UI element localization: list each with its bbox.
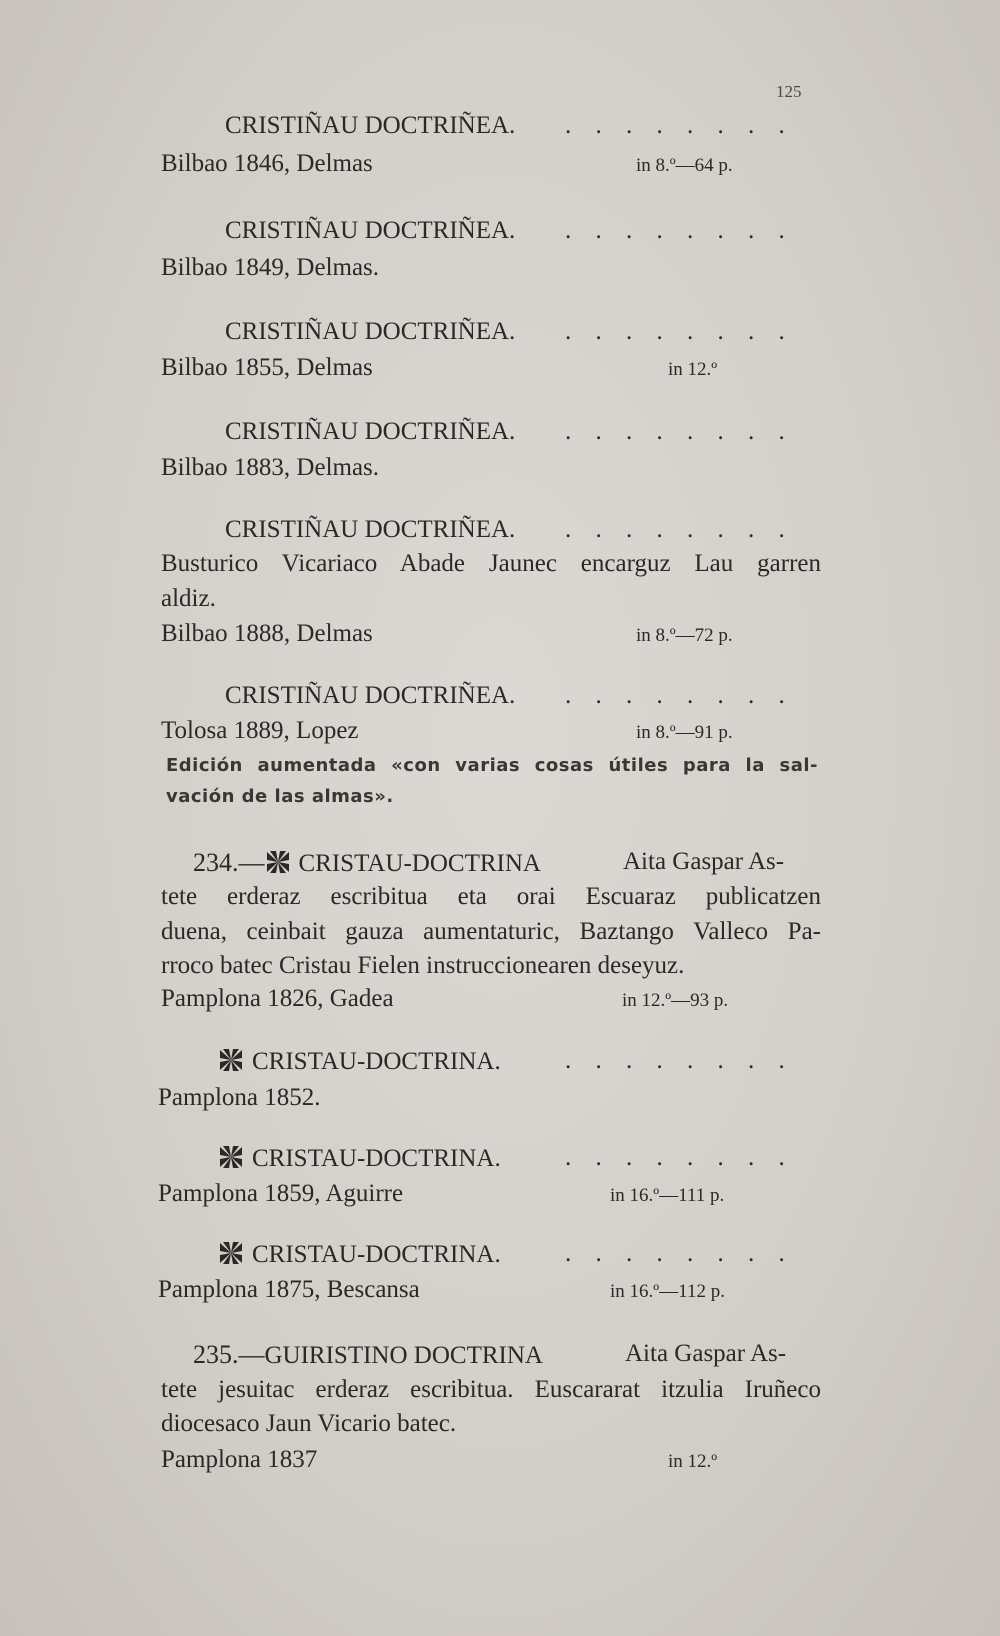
format: in 8.º—91 p. xyxy=(636,722,733,743)
entry-title: CRISTIÑAU DOCTRIÑEA. xyxy=(225,682,516,709)
leader-dots: . . . . . . . . xyxy=(565,1144,794,1171)
entry-title: CRISTIÑAU DOCTRIÑEA. xyxy=(225,112,516,139)
imprint: Tolosa 1889, Lopez xyxy=(161,717,359,744)
edition-note: vación de las almas». xyxy=(166,786,394,807)
format: in 8.º—64 p. xyxy=(636,155,733,176)
entry-title: CRISTIÑAU DOCTRIÑEA. xyxy=(225,217,516,244)
maltese-cross-icon xyxy=(265,849,291,875)
format: in 12.º xyxy=(668,1451,718,1472)
entry-title: CRISTIÑAU DOCTRIÑEA. xyxy=(225,318,516,345)
entry-number: 235.— xyxy=(193,1340,265,1369)
description-line: Busturico Vicariaco Abade Jaunec encarguz Lau garren xyxy=(161,550,821,577)
entry-number: 234.— xyxy=(193,848,265,877)
imprint: Bilbao 1883, Delmas. xyxy=(161,454,380,481)
entry-title: CRISTAU-DOCTRINA. xyxy=(252,1048,501,1075)
description-line: duena, ceinbait gauza aumentaturic, Baztango Valleco Pa- xyxy=(161,918,821,945)
format: in 8.º—72 p. xyxy=(636,625,733,646)
maltese-cross-icon xyxy=(218,1047,244,1073)
page-number: 125 xyxy=(776,82,802,101)
imprint: Pamplona 1826, Gadea xyxy=(161,985,394,1012)
leader-dots: . . . . . . . . xyxy=(565,1047,794,1074)
format: in 16.º—112 p. xyxy=(610,1281,725,1302)
leader-dots: . . . . . . . . xyxy=(565,682,794,709)
imprint: Bilbao 1849, Delmas. xyxy=(161,254,380,281)
imprint: Bilbao 1846, Delmas xyxy=(161,150,373,177)
description-text: Aita Gaspar As- xyxy=(623,848,785,875)
format: in 16.º—111 p. xyxy=(610,1185,725,1206)
leader-dots: . . . . . . . . xyxy=(565,112,794,139)
format: in 12.º xyxy=(668,359,718,380)
leader-dots: . . . . . . . . xyxy=(565,1240,794,1267)
description-text: rroco batec Cristau Fielen instruccionearen deseyuz. xyxy=(161,952,685,979)
description-text: diocesaco Jaun Vicario batec. xyxy=(161,1410,457,1437)
entry-title: CRISTIÑAU DOCTRIÑEA. xyxy=(225,418,516,445)
description-text: Aita Gaspar As- xyxy=(625,1340,787,1367)
imprint: Bilbao 1855, Delmas xyxy=(161,354,373,381)
edition-note: Edición aumentada «con varias cosas útiles para la sal- xyxy=(166,755,818,776)
imprint: Pamplona 1859, Aguirre xyxy=(158,1180,404,1207)
leader-dots: . . . . . . . . xyxy=(565,516,794,543)
entry-title: CRISTAU-DOCTRINA xyxy=(298,850,541,877)
format: in 12.º—93 p. xyxy=(622,990,729,1011)
entry-title: CRISTAU-DOCTRINA. xyxy=(252,1241,501,1268)
leader-dots: . . . . . . . . xyxy=(565,418,794,445)
description-text: aldiz. xyxy=(161,585,216,612)
entry-title: GUIRISTINO DOCTRINA xyxy=(264,1342,543,1369)
imprint: Pamplona 1852. xyxy=(158,1084,321,1111)
leader-dots: . . . . . . . . xyxy=(565,217,794,244)
maltese-cross-icon xyxy=(218,1240,244,1266)
description-line: tete erderaz escribitua eta orai Escuaraz publicatzen xyxy=(161,883,821,910)
entry-title: CRISTAU-DOCTRINA. xyxy=(252,1145,501,1172)
leader-dots: . . . . . . . . xyxy=(565,318,794,345)
imprint: Bilbao 1888, Delmas xyxy=(161,620,373,647)
description-line: tete jesuitac erderaz escribitua. Euscararat itzulia Iruñeco xyxy=(161,1376,821,1403)
imprint: Pamplona 1837 xyxy=(161,1446,318,1473)
maltese-cross-icon xyxy=(218,1144,244,1170)
imprint: Pamplona 1875, Bescansa xyxy=(158,1276,420,1303)
entry-title: CRISTIÑAU DOCTRIÑEA. xyxy=(225,516,516,543)
